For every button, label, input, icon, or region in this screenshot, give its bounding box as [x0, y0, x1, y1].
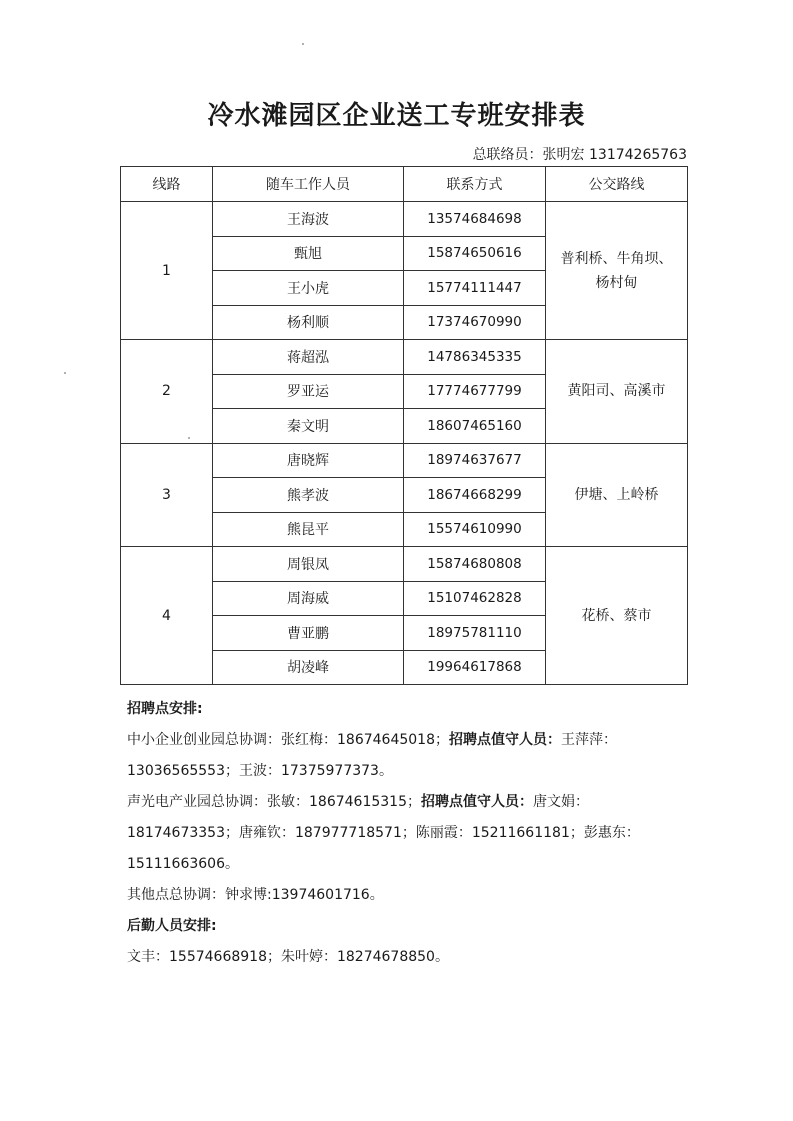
- sme-coordinator: 中小企业创业园总协调：张红梅：18674645018；: [127, 732, 449, 748]
- header-line: 线路: [121, 167, 213, 202]
- staff-name: 蒋超泓: [213, 340, 404, 375]
- line-number: 4: [121, 547, 213, 685]
- table-row: [121, 547, 688, 582]
- staff-name: 曹亚鹏: [213, 616, 404, 651]
- schedule-table: [120, 166, 688, 685]
- staff-phone: 17374670990: [404, 305, 546, 340]
- bus-route-line: 花桥、蔡市: [581, 607, 652, 624]
- bus-route: [546, 443, 688, 547]
- staff-phone: 18674668299: [404, 478, 546, 513]
- line-number: 3: [121, 443, 213, 547]
- staff-name: 熊昆平: [213, 512, 404, 547]
- staff-phone: 15574610990: [404, 512, 546, 547]
- staff-phone: 18607465160: [404, 409, 546, 444]
- staff-phone: 17774677799: [404, 374, 546, 409]
- arrangement-notes: [127, 694, 707, 973]
- line-number: 2: [121, 340, 213, 444]
- table-header-row: [121, 167, 688, 202]
- logistics-staff: 文丰：15574668918；朱叶婷：18274678850。: [127, 949, 449, 965]
- sme-duty-first: 王萍萍：: [560, 732, 617, 748]
- scan-speck: [188, 437, 190, 439]
- logistics-heading: 后勤人员安排:: [127, 918, 217, 934]
- staff-phone: 15874650616: [404, 236, 546, 271]
- table-row: [121, 340, 688, 375]
- other-coordinator: 其他点总协调：钟求博:13974601716。: [127, 887, 384, 903]
- sound-coordinator: 声光电产业园总协调：张敏：18674615315；: [127, 794, 421, 810]
- scan-speck: [302, 43, 304, 45]
- table-row: [121, 443, 688, 478]
- sound-park-line-3: 15111663606。: [127, 856, 239, 872]
- sound-park-line: [127, 787, 707, 818]
- sound-duty-label: 招聘点值守人员：: [420, 794, 533, 810]
- bus-route-line: 普利桥、牛角坝、: [560, 250, 673, 267]
- staff-name: 周银凤: [213, 547, 404, 582]
- staff-phone: 15874680808: [404, 547, 546, 582]
- staff-name: 王小虎: [213, 271, 404, 306]
- header-route: 公交路线: [546, 167, 688, 202]
- staff-name: 胡凌峰: [213, 650, 404, 685]
- general-contact: 总联络员：张明宏 13174265763: [472, 147, 687, 163]
- staff-name: 熊孝波: [213, 478, 404, 513]
- table-row: [121, 202, 688, 237]
- staff-phone: 13574684698: [404, 202, 546, 237]
- staff-name: 杨利顺: [213, 305, 404, 340]
- bus-route-line: 杨村甸: [595, 274, 638, 291]
- staff-phone: 19964617868: [404, 650, 546, 685]
- staff-phone: 18975781110: [404, 616, 546, 651]
- bus-route-line: 黄阳司、高溪市: [567, 383, 666, 400]
- sme-duty-label: 招聘点值守人员：: [448, 732, 561, 748]
- staff-name: 甄旭: [213, 236, 404, 271]
- staff-phone: 18974637677: [404, 443, 546, 478]
- staff-phone: 15774111447: [404, 271, 546, 306]
- scan-speck: [64, 372, 66, 374]
- staff-name: 罗亚运: [213, 374, 404, 409]
- sound-park-line-2: 18174673353；唐雍钦：187977718571；陈丽霞：15211661181；彭惠东：: [127, 825, 640, 841]
- sme-park-line: [127, 725, 707, 756]
- staff-phone: 15107462828: [404, 581, 546, 616]
- staff-phone: 14786345335: [404, 340, 546, 375]
- staff-name: 唐晓辉: [213, 443, 404, 478]
- sme-park-line-2: 13036565553；王波：17375977373。: [127, 763, 393, 779]
- page-title: 冷水滩园区企业送工专班安排表: [207, 101, 586, 131]
- staff-name: 王海波: [213, 202, 404, 237]
- bus-route: [546, 202, 688, 340]
- recruit-heading: 招聘点安排:: [127, 701, 203, 717]
- sound-duty-first: 唐文娟：: [532, 794, 589, 810]
- line-number: 1: [121, 202, 213, 340]
- bus-route-line: 伊塘、上岭桥: [574, 486, 659, 503]
- bus-route: [546, 340, 688, 444]
- header-phone: 联系方式: [404, 167, 546, 202]
- staff-name: 秦文明: [213, 409, 404, 444]
- bus-route: [546, 547, 688, 685]
- staff-name: 周海威: [213, 581, 404, 616]
- header-staff: 随车工作人员: [213, 167, 404, 202]
